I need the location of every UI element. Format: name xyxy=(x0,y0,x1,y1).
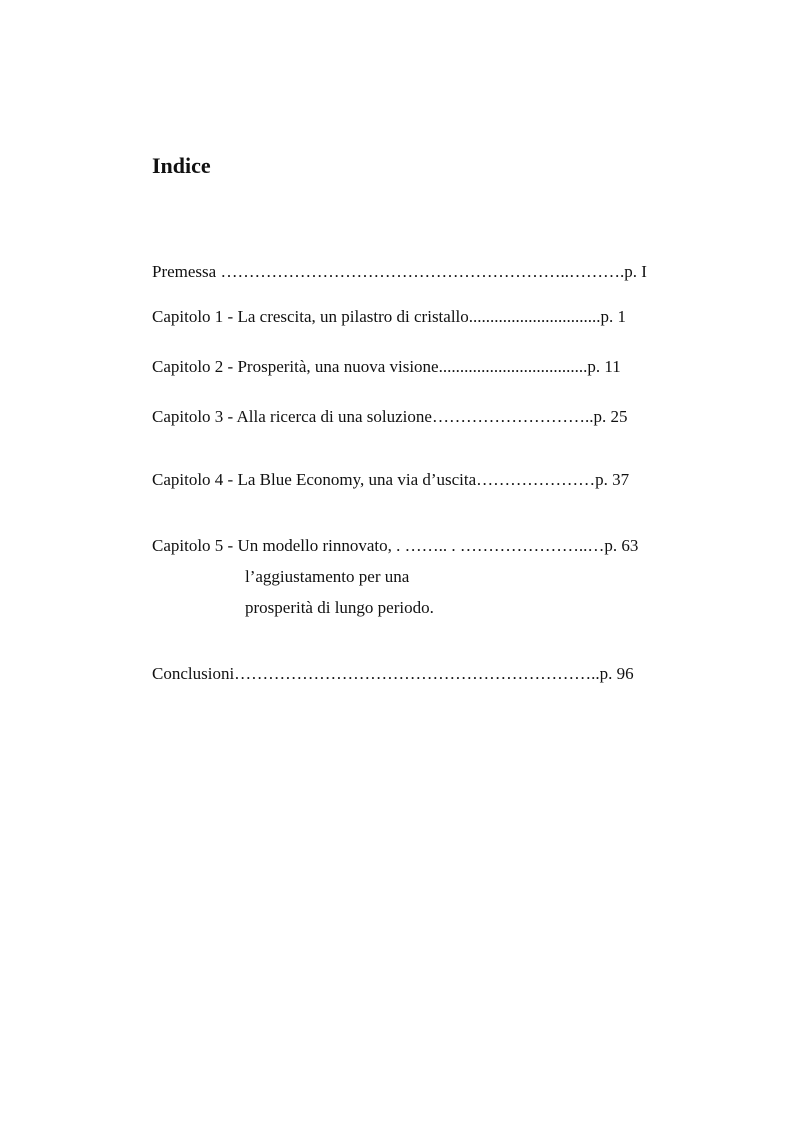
toc-entry-capitolo-2: Capitolo 2 - Prosperità, una nuova visione...................................p. 11 xyxy=(152,357,621,376)
page-title: Indice xyxy=(152,153,211,178)
toc-entry-capitolo-4: Capitolo 4 - La Blue Economy, una via d’uscita…………………p. 37 xyxy=(152,470,630,489)
toc-entry-capitolo-5: Capitolo 5 - Un modello rinnovato, . …….. . …………………..…p. 63 xyxy=(152,536,639,555)
toc-entry-capitolo-1: Capitolo 1 - La crescita, un pilastro di cristallo...............................p. 1 xyxy=(152,307,627,326)
toc-entry-capitolo-3: Capitolo 3 - Alla ricerca di una soluzione………………………..p. 25 xyxy=(152,407,628,426)
toc-entry-capitolo-5-continuation-1: l’aggiustamento per una xyxy=(245,567,410,586)
toc-entry-premessa: Premessa ……………………………………………………..……….p. I xyxy=(152,262,647,281)
toc-entry-capitolo-5-continuation-2: prosperità di lungo periodo. xyxy=(245,598,434,617)
toc-entry-conclusioni: Conclusioni………………………………………………………..p. 96 xyxy=(152,664,634,683)
